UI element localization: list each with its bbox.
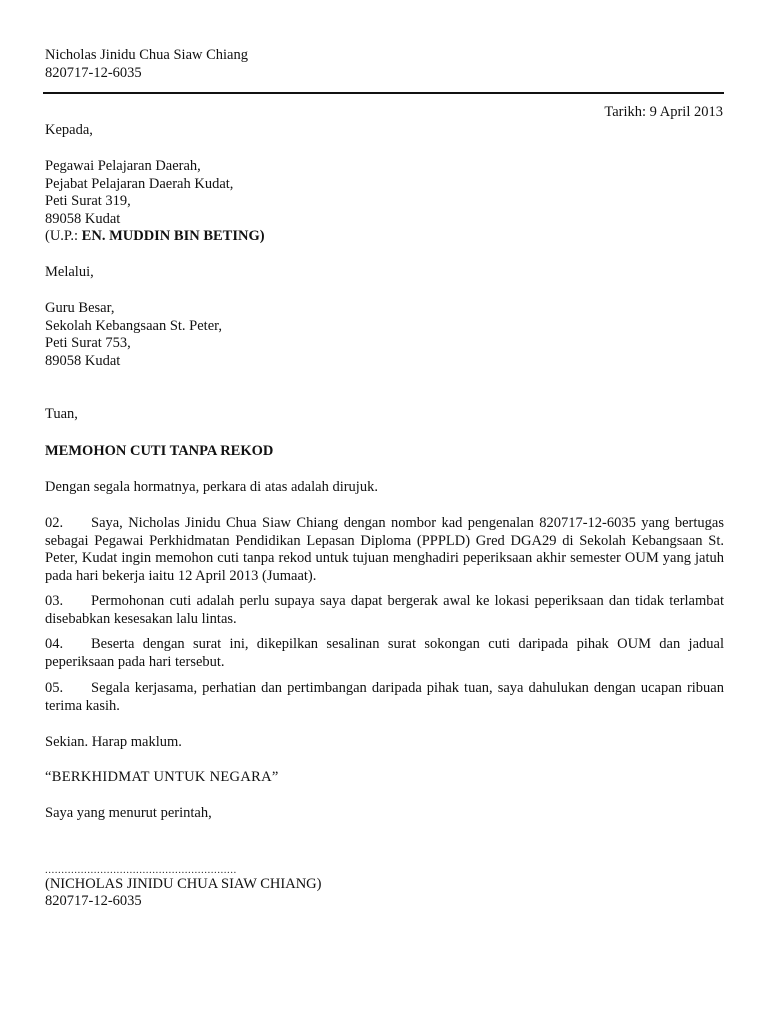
paragraph-number: 05.	[45, 680, 64, 696]
signatory-name: (NICHOLAS JINIDU CHUA SIAW CHIANG)	[45, 876, 322, 892]
recipient-attention	[45, 228, 265, 246]
attention-prefix: (U.P.:	[45, 228, 82, 244]
via-line: 89058 Kudat	[45, 352, 121, 369]
subject	[45, 443, 273, 461]
signoff: Saya yang menurut perintah,	[45, 805, 212, 821]
via-line: Peti Surat 753,	[45, 335, 131, 351]
via-line: Guru Besar,	[45, 300, 115, 316]
paragraph-number: 03.	[45, 593, 64, 609]
paragraph-02	[45, 515, 724, 585]
via-address	[45, 300, 222, 370]
via-line: Sekolah Kebangsaan St. Peter,	[45, 317, 223, 334]
letter-date: Tarikh: 9 April 2013	[604, 104, 723, 120]
recipient-address	[45, 158, 265, 246]
recipient-line: Pegawai Pelajaran Daerah,	[45, 158, 201, 174]
paragraph-04	[45, 636, 724, 671]
salutation: Tuan,	[45, 406, 78, 422]
sender-name: Nicholas Jinidu Chua Siaw Chiang	[45, 47, 248, 63]
paragraph-05	[45, 680, 724, 715]
paragraph-text: Segala kerjasama, perhatian dan pertimbangan daripada pihak tuan, saya dahulukan dengan ucapan ribuan terima kasih.	[45, 680, 724, 714]
paragraph-number: 02.	[45, 515, 64, 531]
paragraph-03	[45, 593, 724, 628]
opening-line: Dengan segala hormatnya, perkara di atas adalah dirujuk.	[45, 479, 378, 495]
subject-text: MEMOHON CUTI TANPA REKOD	[45, 443, 274, 459]
header-divider	[43, 92, 724, 94]
paragraph-text: Saya, Nicholas Jinidu Chua Siaw Chiang dengan nombor kad pengenalan 820717-12-6035 yang bertugas sebagai Pegawai Perkhidmatan Pendidikan Lepasan Diploma (PPPLD) Gred DGA29 di Sekolah Kebangsaan St. Peter, Kudat ingin memohon cuti tanpa rekod untuk tujuan menghadiri peperiksaan akhir semester OUM yang jatuh pada hari bekerja iaitu 12 April 2013 (Jumaat).	[45, 515, 724, 584]
to-label: Kepada,	[45, 122, 93, 138]
closing-line: Sekian. Harap maklum.	[45, 734, 182, 750]
attention-name: EN. MUDDIN BIN BETING)	[81, 228, 265, 244]
recipient-line: Pejabat Pelajaran Daerah Kudat,	[45, 175, 234, 192]
paragraph-number: 04.	[45, 636, 64, 652]
signature-line: ...........................................................	[45, 864, 237, 876]
signatory-ic: 820717-12-6035	[45, 893, 142, 909]
recipient-line: 89058 Kudat	[45, 210, 121, 227]
paragraph-text: Beserta dengan surat ini, dikepilkan sesalinan surat sokongan cuti daripada pihak OUM dan jadual peperiksaan pada hari tersebut.	[45, 636, 724, 670]
sender-ic: 820717-12-6035	[45, 65, 142, 81]
via-label: Melalui,	[45, 264, 94, 280]
motto: “BERKHIDMAT UNTUK NEGARA”	[45, 769, 279, 785]
recipient-line: Peti Surat 319,	[45, 193, 131, 209]
paragraph-text: Permohonan cuti adalah perlu supaya saya dapat bergerak awal ke lokasi peperiksaan dan tidak terlambat disebabkan kesesakan lalu lintas.	[45, 593, 724, 627]
